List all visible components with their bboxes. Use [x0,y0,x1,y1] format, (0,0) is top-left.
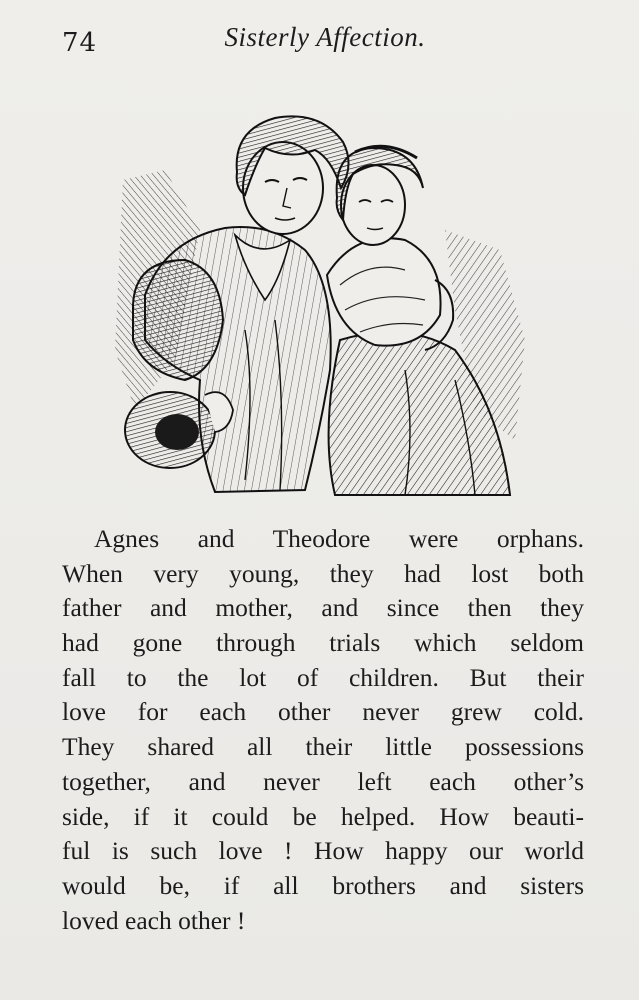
text-line: fall to the lot of children. But their [62,662,584,692]
text-line: love for each other never grew cold. [62,697,584,727]
body-paragraph [62,522,584,938]
text-line: had gone through trials which seldom [62,628,584,658]
text-line: Agnes and Theodore were orphans. [94,524,584,553]
text-line: would be, if all brothers and sisters [62,870,584,900]
text-line: loved each other ! [62,905,246,935]
engraving-illustration [105,110,535,500]
text-line: together, and never left each other’s [62,766,584,796]
running-title: Sisterly Affection. [224,22,426,52]
page-number: 74 [62,28,98,58]
text-line: side, if it could be helped. How beauti- [62,801,584,831]
text-line: They shared all their little possessions [62,732,584,762]
text-line: ful is such love ! How happy our world [62,836,584,866]
text-line: When very young, they had lost both [62,558,584,588]
text-line: father and mother, and since then they [62,593,584,623]
